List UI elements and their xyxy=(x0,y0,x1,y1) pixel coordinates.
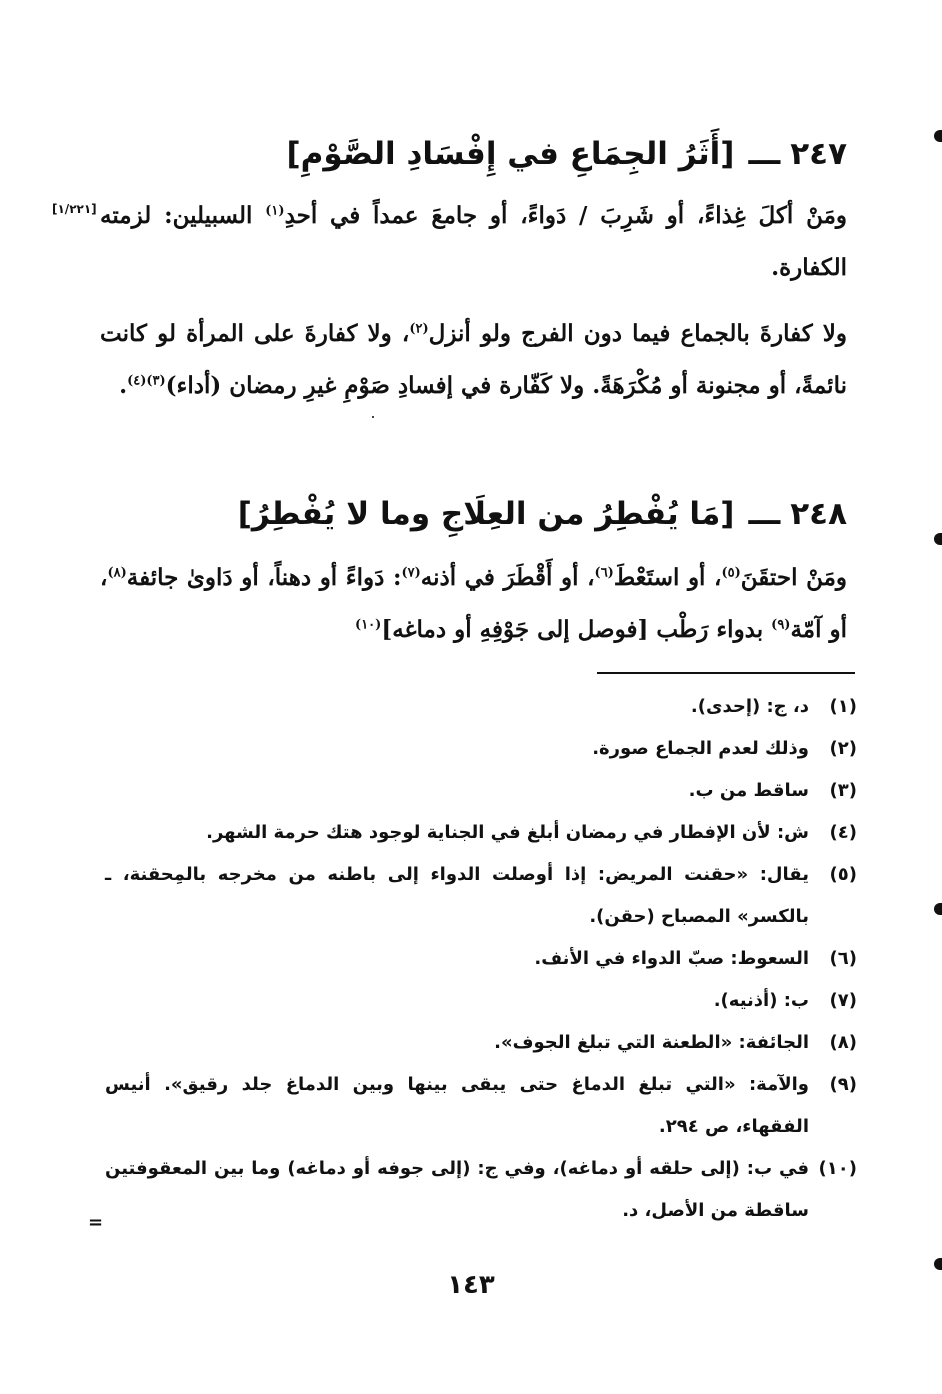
footnote-text: وذلك لعدم الجماع صورة. xyxy=(592,738,809,759)
footnote-ref: (٩) xyxy=(771,617,791,633)
scan-edge-mark xyxy=(934,533,942,545)
scan-edge-mark xyxy=(934,1258,942,1270)
footnote-number: (١) xyxy=(829,696,857,717)
scan-speck xyxy=(372,416,374,418)
text-run: ، أو أَقْطَرَ في أذنه xyxy=(420,564,595,591)
text-run: ، أو آمّة xyxy=(100,564,847,643)
section-title: [مَا يُفْطِرُ من العِلَاجِ وما لا يُفْطِرُ] xyxy=(237,496,735,532)
footnote-ref: (٣)(٤) xyxy=(127,373,166,389)
footnotes xyxy=(105,686,857,1232)
footnote-number: (١٠) xyxy=(818,1158,857,1179)
footnote-text: ساقط من ب. xyxy=(688,780,809,801)
paragraph-247-2 xyxy=(100,308,847,412)
text-run: ومَنْ أكلَ غِذاءً، أو شَرِبَ / دَواءً، أو جامعَ عمداً في أحدِ xyxy=(284,202,847,229)
footnote-5 xyxy=(105,854,857,938)
section-number: ٢٤٧ xyxy=(790,136,847,172)
footnote-6 xyxy=(105,938,857,980)
section-dash: ـــ xyxy=(748,136,781,172)
footnote-number: (٨) xyxy=(829,1032,857,1053)
text-run: ، ولا كفارةَ على المرأة لو كانت نائمةً، أو مجنونة أو مُكْرَهَةً. ولا كَفّارة في إفسادِ صَوْمِ غيرِ رمضان (أداء) xyxy=(100,320,847,399)
margin-reference: [١/٢٢١] xyxy=(52,202,97,216)
footnote-number: (٧) xyxy=(829,990,857,1011)
footnote-7 xyxy=(105,980,857,1022)
text-run: . xyxy=(119,372,128,399)
continuation-mark: = xyxy=(88,1212,104,1233)
footnote-ref: (٧) xyxy=(401,565,421,581)
text-run: : دَواءً أو دهناً، أو دَاوىٰ جائفة xyxy=(126,564,402,591)
footnote-text: يقال: «حقنت المريض: إذا أوصلت الدواء إلى باطنه من مخرجه بالمِحقنة، ـ بالكسر» المصباح (حقن). xyxy=(105,864,809,927)
footnote-number: (٢) xyxy=(829,738,857,759)
footnote-ref: (٨) xyxy=(107,565,127,581)
footnote-text: في ب: (إلى حلقه أو دماغه)، وفي ج: (إلى جوفه أو دماغه) وما بين المعقوفتين ساقطة من الأصل، د. xyxy=(105,1158,809,1221)
footnote-ref: (١) xyxy=(265,203,285,219)
footnote-text: ب: (أذنيه). xyxy=(713,990,809,1011)
footnote-text: السعوط: صبّ الدواء في الأنف. xyxy=(534,948,809,969)
footnote-text: الجائفة: «الطعنة التي تبلغ الجوف». xyxy=(494,1032,809,1053)
page-number: ١٤٣ xyxy=(447,1270,495,1300)
footnote-3 xyxy=(105,770,857,812)
text-run: بدواء رَطْب [فوصل إلى جَوْفِهِ أو دماغه] xyxy=(381,616,772,643)
text-run: السبيلين: لزمته الكفارة. xyxy=(100,202,847,281)
footnote-number: (٥) xyxy=(829,864,857,885)
section-number: ٢٤٨ xyxy=(790,496,847,532)
footnote-number: (٩) xyxy=(829,1074,857,1095)
paragraph-248-1 xyxy=(100,552,847,656)
footnote-ref: (٢) xyxy=(409,321,429,337)
footnote-number: (٦) xyxy=(829,948,857,969)
section-dash: ـــ xyxy=(748,496,781,532)
footnote-ref: (٥) xyxy=(721,565,741,581)
footnote-number: (٣) xyxy=(829,780,857,801)
footnote-ref: (٦) xyxy=(594,565,614,581)
footnote-1 xyxy=(105,686,857,728)
footnote-number: (٤) xyxy=(829,822,857,843)
section-title: [أَثَرُ الجِمَاعِ في إِفْسَادِ الصَّوْمِ] xyxy=(286,136,735,172)
footnote-text: والآمة: «التي تبلغ الدماغ حتى يبقى بينها وبين الدماغ جلد رقيق». أنيس الفقهاء، ص ٢٩٤. xyxy=(105,1074,809,1137)
scan-edge-mark xyxy=(934,130,942,142)
text-run: ومَنْ احتقَنَ xyxy=(740,564,848,591)
footnote-separator xyxy=(597,672,855,674)
section-heading-248 xyxy=(100,494,847,534)
scan-edge-mark xyxy=(934,903,942,915)
section-heading-247 xyxy=(100,134,847,174)
footnote-ref: (١٠) xyxy=(355,617,382,633)
footnote-2 xyxy=(105,728,857,770)
footnote-text: د، ج: (إحدى). xyxy=(690,696,809,717)
text-run: ولا كفارةَ بالجماع فيما دون الفرج ولو أنزل xyxy=(428,320,848,347)
footnote-9 xyxy=(105,1064,857,1148)
footnote-text: ش: لأن الإفطار في رمضان أبلغ في الجناية لوجود هتك حرمة الشهر. xyxy=(206,822,809,843)
text-run: ، أو استَعْطَ xyxy=(613,564,722,591)
footnote-8 xyxy=(105,1022,857,1064)
paragraph-247-1 xyxy=(100,190,847,294)
footnote-4 xyxy=(105,812,857,854)
footnote-10 xyxy=(105,1148,857,1232)
